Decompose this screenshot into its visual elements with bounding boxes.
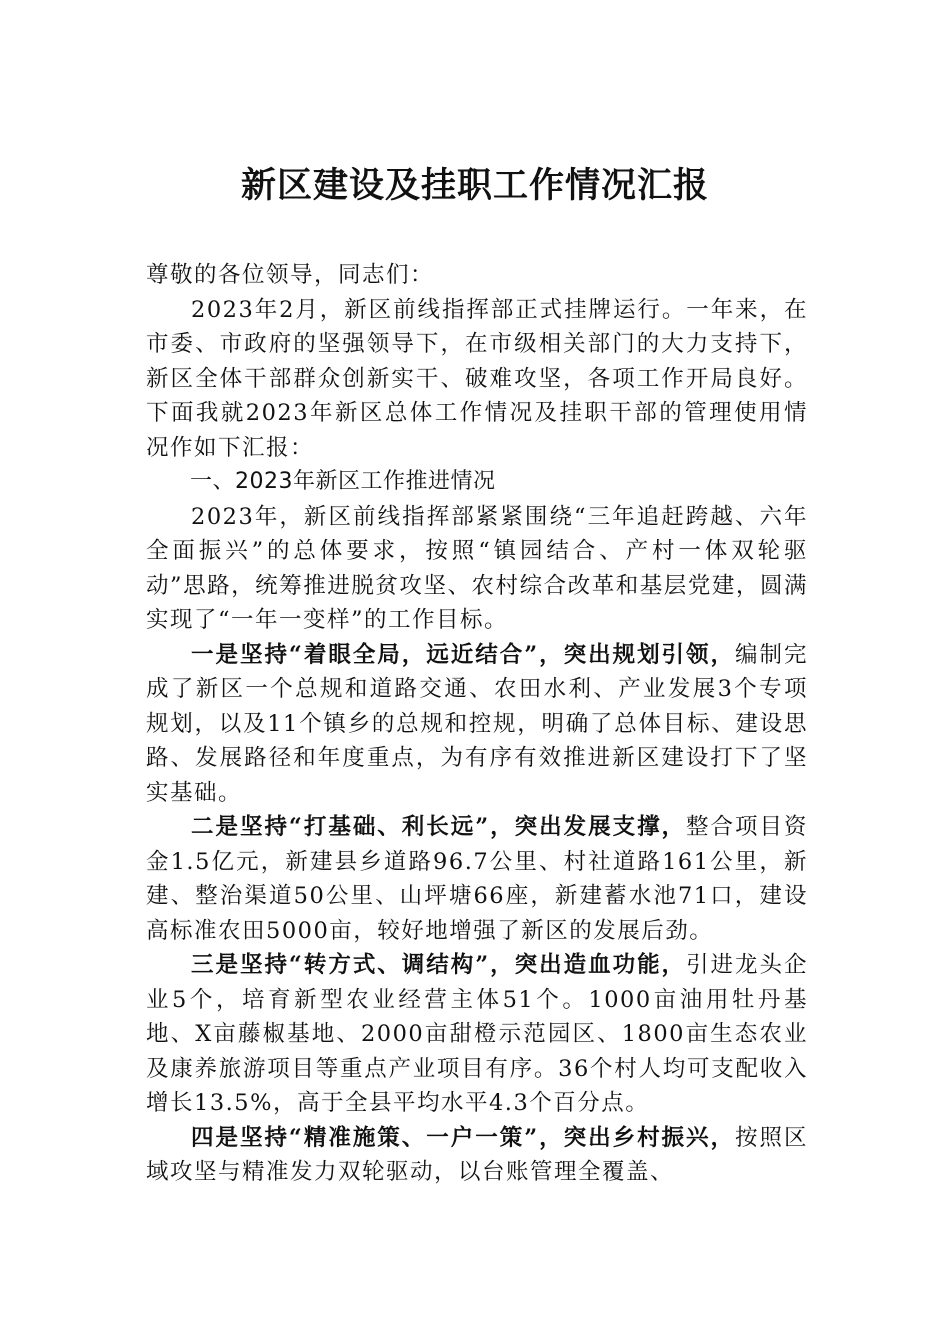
intro-paragraph: 2023年2月，新区前线指挥部正式挂牌运行。一年来，在市委、市政府的坚强领导下，在市级相关部门的大力支持下，新区全体干部群众创新实干、破难攻坚，各项工作开局良好。下面我就2023年新区总体工作情况及挂职干部的管理使用情况作如下汇报： [146, 296, 808, 461]
point-text-4: 按照区域攻坚与精准发力双轮驱动，以台账管理全覆盖、 [146, 1124, 808, 1185]
point-paragraph-2 [146, 810, 808, 948]
document-body [146, 258, 808, 1190]
salutation: 尊敬的各位领导，同志们： [146, 262, 435, 288]
point-lead-2: 二是坚持“打基础、利长远”，突出发展支撑， [191, 814, 687, 840]
point-paragraph-1 [146, 638, 808, 811]
section-heading: 一、2023年新区工作推进情况 [190, 469, 496, 494]
point-paragraph-4 [146, 1121, 808, 1190]
point-lead-3: 三是坚持“转方式、调结构”，突出造血功能， [191, 952, 687, 978]
document-title: 新区建设及挂职工作情况汇报 [240, 165, 709, 206]
point-text-2: 整合项目资金1.5亿元，新建县乡道路96.7公里、村社道路161公里，新建、整治渠道50公里、山坪塘66座，新建蓄水池71口，建设高标准农田5000亩，较好地增强了新区的发展后劲。 [146, 814, 808, 944]
point-text-3: 引进龙头企业5个，培育新型农业经营主体51个。1000亩油用牡丹基地、X亩藤椒基地、2000亩甜橙示范园区、1800亩生态农业及康养旅游项目等重点产业项目有序。36个村人均可支配收入增长13.5%，高于全县平均水平4.3个百分点。 [146, 952, 808, 1116]
point-text-1: 编制完成了新区一个总规和道路交通、农田水利、产业发展3个专项规划，以及11个镇乡的总规和控规，明确了总体目标、建设思路、发展路径和年度重点，为有序有效推进新区建设打下了坚实基础。 [146, 641, 808, 806]
point-lead-4: 四是坚持“精准施策、一户一策”，突出乡村振兴， [191, 1124, 736, 1151]
point-lead-1: 一是坚持“着眼全局，远近结合”，突出规划引领， [191, 641, 736, 668]
section-intro-paragraph: 2023年，新区前线指挥部紧紧围绕“三年追赶跨越、六年全面振兴”的总体要求，按照“镇园结合、产村一体双轮驱动”思路，统筹推进脱贫攻坚、农村综合改革和基层党建，圆满实现了“一年一变样”的工作目标。 [146, 503, 808, 633]
point-paragraph-3 [146, 948, 808, 1121]
